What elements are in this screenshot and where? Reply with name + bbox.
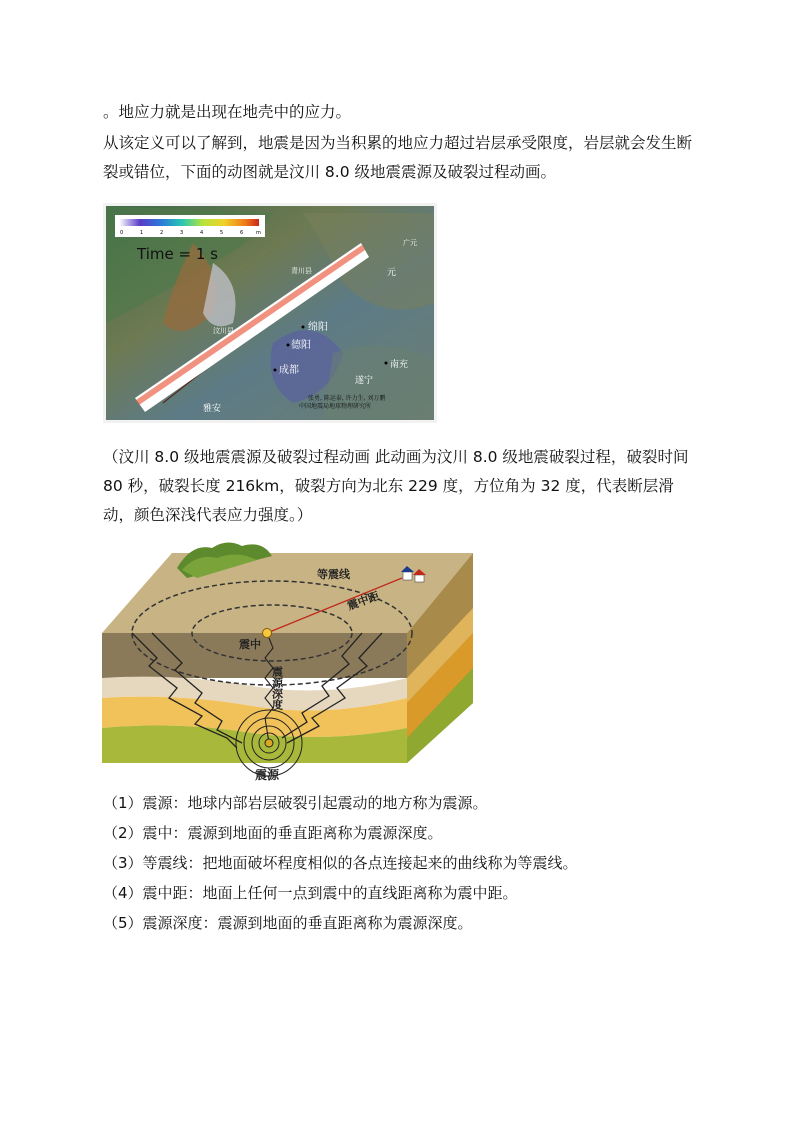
list-item: （2）震中：震源到地面的垂直距离称为震源深度。 — [103, 824, 443, 842]
definition-paragraph: 从该定义可以了解到，地震是因为当积累的地应力超过岩层承受限度，岩层就会发生断裂或错位，下面的动图就是汶川 8.0 级地震震源及破裂过程动画。 — [103, 134, 693, 181]
place-label: 汶川县 — [213, 327, 234, 335]
list-item: （3）等震线：把地面破坏程度相似的各点连接起来的曲线称为等震线。 — [103, 854, 578, 872]
place-label: 德阳 — [291, 340, 311, 351]
place-label: 雅安 — [203, 404, 222, 414]
place-label: 广元 — [403, 239, 417, 247]
list-item: （4）震中距：地面上任何一点到震中的直线距离称为震中距。 — [103, 884, 518, 902]
colorbar-tick: 5 — [220, 230, 224, 236]
colorbar-unit: m — [256, 230, 261, 236]
place-label: 绵阳 — [308, 322, 328, 333]
place-label: 南充 — [390, 360, 409, 370]
list-item: （1）震源：地球内部岩层破裂引起震动的地方称为震源。 — [103, 794, 488, 812]
list-item: （5）震源深度：震源到地面的垂直距离称为震源深度。 — [103, 914, 473, 932]
label-isoseismal: 等震线 — [317, 568, 350, 581]
colorbar-tick: 3 — [180, 230, 184, 236]
place-label: 成都 — [279, 365, 299, 376]
colorbar-tick: 4 — [200, 230, 204, 236]
colorbar-tick: 2 — [160, 230, 164, 236]
map-credit: 张勇, 陈运泰, 许力生, 刘万鹏 — [308, 395, 386, 402]
colorbar-tick: 0 — [120, 230, 124, 236]
figure-caption: （汶川 8.0 级地震震源及破裂过程动画 此动画为汶川 8.0 级地震破裂过程，破裂时间 80 秒，破裂长度 216km，破裂方向为北东 229 度，方位角为 32 度，代表断层滑动，颜色深浅代表应力强度。） — [103, 448, 689, 524]
place-label: 遂宁 — [355, 376, 374, 386]
label-focal-depth: 震源深度 — [270, 666, 284, 710]
colorbar-tick: 6 — [240, 230, 244, 236]
earthquake-block-diagram — [97, 538, 479, 783]
intro-line: 。地应力就是出现在地壳中的应力。 — [103, 103, 352, 121]
place-label: 元 — [387, 268, 397, 278]
definition-list — [103, 788, 695, 938]
map-credit: 中国地震局地球物理研究所 — [299, 403, 372, 410]
label-epicenter: 震中 — [239, 638, 261, 651]
colorbar-tick: 1 — [140, 230, 144, 236]
label-focus: 震源 — [255, 768, 280, 782]
wenchuan-rupture-map — [103, 203, 437, 423]
time-label: Time = 1 s — [137, 245, 218, 263]
place-label: 青川县 — [291, 267, 312, 275]
label-epicentral-distance: 震中距 — [345, 589, 382, 613]
